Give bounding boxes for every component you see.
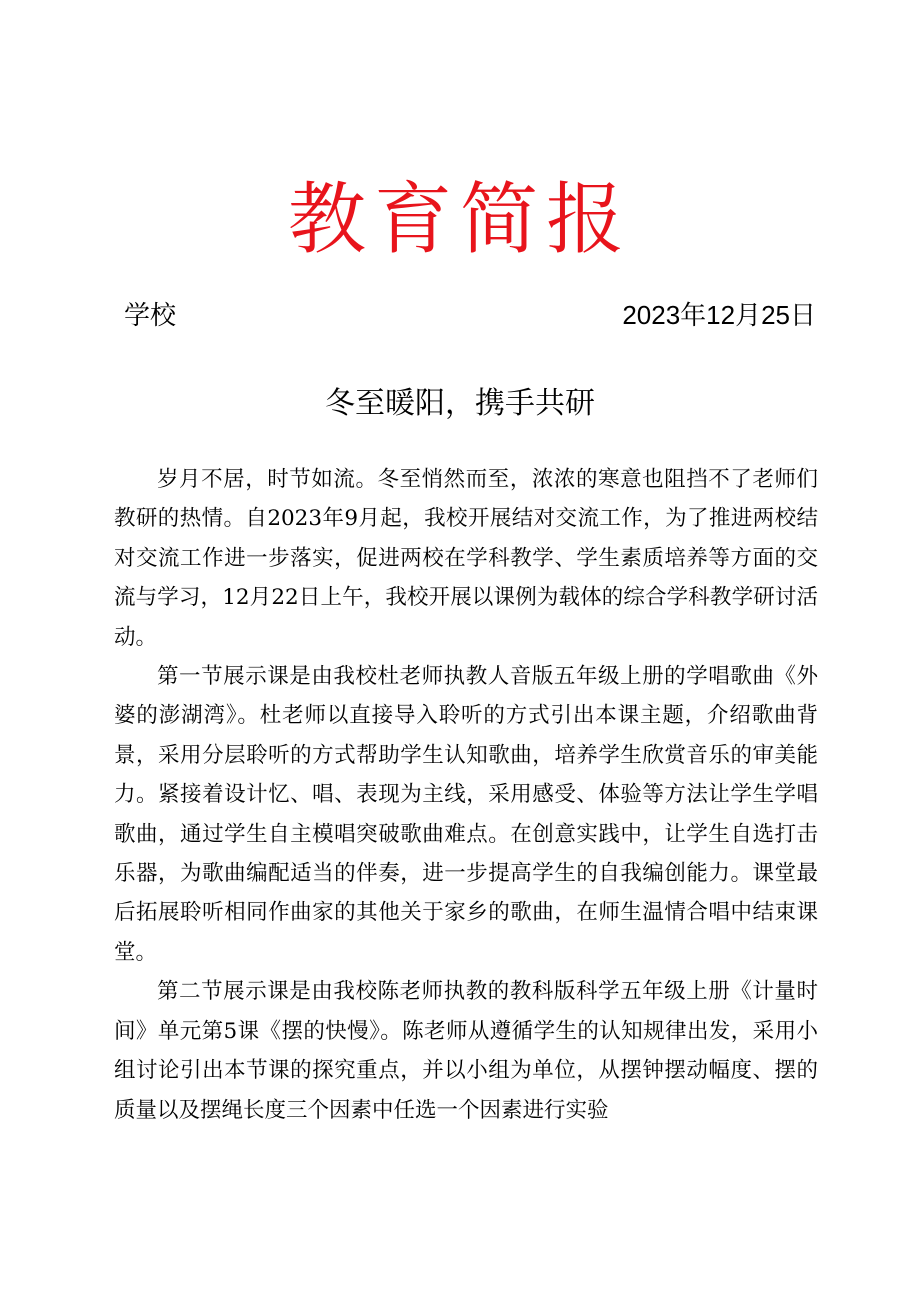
- article-body: [114, 460, 818, 1130]
- paragraph: 岁月不居，时节如流。冬至悄然而至，浓浓的寒意也阻挡不了老师们教研的热情。自2023年9月起，我校开展结对交流工作，为了推进两校结对交流工作进一步落实，促进两校在学科教学、学生素质培养等方面的交流与学习，12月22日上午，我校开展以课例为载体的综合学科教学研讨活动。: [114, 467, 818, 650]
- paragraph: 第一节展示课是由我校杜老师执教人音版五年级上册的学唱歌曲《外婆的澎湖湾》。杜老师以直接导入聆听的方式引出本课主题，介绍歌曲背景，采用分层聆听的方式帮助学生认知歌曲，培养学生欣赏音乐的审美能力。紧接着设计忆、唱、表现为主线，采用感受、体验等方法让学生学唱歌曲，通过学生自主模唱突破歌曲难点。在创意实践中，让学生自选打击乐器，为歌曲编配适当的伴奏，进一步提高学生的自我编创能力。课堂最后拓展聆听相同作曲家的其他关于家乡的歌曲，在师生温情合唱中结束课堂。: [114, 664, 818, 965]
- issue-date: 2023年12月25日: [622, 300, 816, 330]
- article-headline: 冬至暖阳，携手共研: [325, 387, 595, 420]
- school-label: 学校: [124, 300, 177, 330]
- masthead-title: 教育简报: [287, 175, 632, 265]
- paragraph: 第二节展示课是由我校陈老师执教的教科版科学五年级上册《计量时间》单元第5课《摆的快慢》。陈老师从遵循学生的认知规律出发，采用小组讨论引出本节课的探究重点，并以小组为单位，从摆钟摆动幅度、摆的质量以及摆绳长度三个因素中任选一个因素进行实验: [114, 979, 818, 1123]
